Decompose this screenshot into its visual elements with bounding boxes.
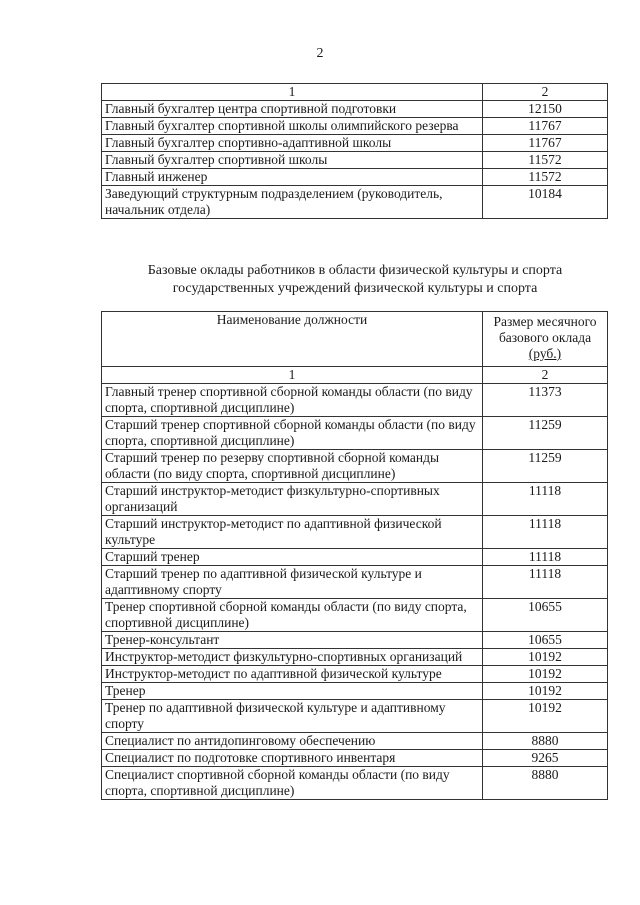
table-row bbox=[102, 666, 608, 683]
table-row bbox=[102, 683, 608, 700]
table-row bbox=[102, 118, 608, 135]
position-name: Старший инструктор-методист физкультурно-спортивных организаций bbox=[102, 483, 483, 516]
position-name: Главный тренер спортивной сборной команды области (по виду спорта, спортивной дисциплине) bbox=[102, 384, 483, 417]
salary-value: 11259 bbox=[483, 417, 608, 450]
table-row bbox=[102, 549, 608, 566]
salary-value: 11259 bbox=[483, 450, 608, 483]
salary-value: 11373 bbox=[483, 384, 608, 417]
table-row bbox=[102, 169, 608, 186]
column-index-2: 2 bbox=[483, 367, 608, 384]
salary-column-header bbox=[483, 312, 608, 367]
position-name: Инструктор-методист по адаптивной физической культуре bbox=[102, 666, 483, 683]
salary-value: 11118 bbox=[483, 549, 608, 566]
salary-value: 10184 bbox=[483, 186, 608, 219]
table-row bbox=[102, 649, 608, 666]
position-name: Главный инженер bbox=[102, 169, 483, 186]
table-row bbox=[102, 152, 608, 169]
table-row bbox=[102, 733, 608, 750]
table-row bbox=[102, 384, 608, 417]
salary-value: 11572 bbox=[483, 152, 608, 169]
table-row bbox=[102, 186, 608, 219]
table-row bbox=[102, 483, 608, 516]
column-index-1: 1 bbox=[102, 84, 483, 101]
position-name: Тренер по адаптивной физической культуре и адаптивному спорту bbox=[102, 700, 483, 733]
table-index-row bbox=[102, 84, 608, 101]
table-row bbox=[102, 632, 608, 649]
table-row bbox=[102, 417, 608, 450]
position-name: Старший тренер по адаптивной физической культуре и адаптивному спорту bbox=[102, 566, 483, 599]
position-column-header: Наименование должности bbox=[102, 312, 483, 367]
section-title-line2: государственных учреждений физической культуры и спорта bbox=[172, 281, 538, 296]
salary-table-continued bbox=[101, 83, 608, 219]
salary-value: 11118 bbox=[483, 483, 608, 516]
table-row bbox=[102, 516, 608, 549]
salary-value: 10192 bbox=[483, 649, 608, 666]
position-name: Старший тренер bbox=[102, 549, 483, 566]
position-name: Главный бухгалтер центра спортивной подготовки bbox=[102, 101, 483, 118]
base-salary-table bbox=[101, 311, 608, 800]
position-name: Главный бухгалтер спортивной школы олимпийского резерва bbox=[102, 118, 483, 135]
salary-value: 11767 bbox=[483, 135, 608, 152]
salary-value: 10655 bbox=[483, 632, 608, 649]
page-number: 2 bbox=[316, 46, 324, 61]
position-name: Тренер-консультант bbox=[102, 632, 483, 649]
position-name: Специалист спортивной сборной команды области (по виду спорта, спортивной дисциплине) bbox=[102, 767, 483, 800]
salary-value: 9265 bbox=[483, 750, 608, 767]
salary-value: 11572 bbox=[483, 169, 608, 186]
salary-value: 12150 bbox=[483, 101, 608, 118]
position-name: Тренер спортивной сборной команды области (по виду спорта, спортивной дисциплине) bbox=[102, 599, 483, 632]
section-title bbox=[60, 262, 640, 298]
position-name: Инструктор-методист физкультурно-спортивных организаций bbox=[102, 649, 483, 666]
table-header-row bbox=[102, 312, 608, 367]
salary-value: 8880 bbox=[483, 733, 608, 750]
salary-value: 11118 bbox=[483, 566, 608, 599]
position-name: Главный бухгалтер спортивной школы bbox=[102, 152, 483, 169]
salary-value: 10192 bbox=[483, 666, 608, 683]
salary-header-line2: базового оклада bbox=[498, 330, 592, 345]
position-name: Старший инструктор-методист по адаптивной физической культуре bbox=[102, 516, 483, 549]
column-index-1: 1 bbox=[102, 367, 483, 384]
section-title-line1: Базовые оклады работников в области физической культуры и спорта bbox=[147, 263, 563, 278]
salary-value: 11118 bbox=[483, 516, 608, 549]
table-row bbox=[102, 599, 608, 632]
salary-value: 8880 bbox=[483, 767, 608, 800]
position-name: Старший тренер спортивной сборной команды области (по виду спорта, спортивной дисциплине) bbox=[102, 417, 483, 450]
position-name: Заведующий структурным подразделением (руководитель, начальник отдела) bbox=[102, 186, 483, 219]
table-row bbox=[102, 450, 608, 483]
position-name: Старший тренер по резерву спортивной сборной команды области (по виду спорта, спортивной дисциплине) bbox=[102, 450, 483, 483]
salary-header-line3: (руб.) bbox=[528, 346, 562, 361]
position-name: Главный бухгалтер спортивно-адаптивной школы bbox=[102, 135, 483, 152]
salary-value: 10192 bbox=[483, 683, 608, 700]
table-row bbox=[102, 700, 608, 733]
table-row bbox=[102, 135, 608, 152]
salary-value: 11767 bbox=[483, 118, 608, 135]
table-row bbox=[102, 750, 608, 767]
salary-header-line1: Размер месячного bbox=[493, 314, 597, 329]
position-name: Тренер bbox=[102, 683, 483, 700]
table-row bbox=[102, 566, 608, 599]
salary-value: 10655 bbox=[483, 599, 608, 632]
salary-value: 10192 bbox=[483, 700, 608, 733]
position-name: Специалист по подготовке спортивного инвентаря bbox=[102, 750, 483, 767]
table-row bbox=[102, 767, 608, 800]
table-index-row bbox=[102, 367, 608, 384]
table-row bbox=[102, 101, 608, 118]
column-index-2: 2 bbox=[483, 84, 608, 101]
position-name: Специалист по антидопинговому обеспечению bbox=[102, 733, 483, 750]
